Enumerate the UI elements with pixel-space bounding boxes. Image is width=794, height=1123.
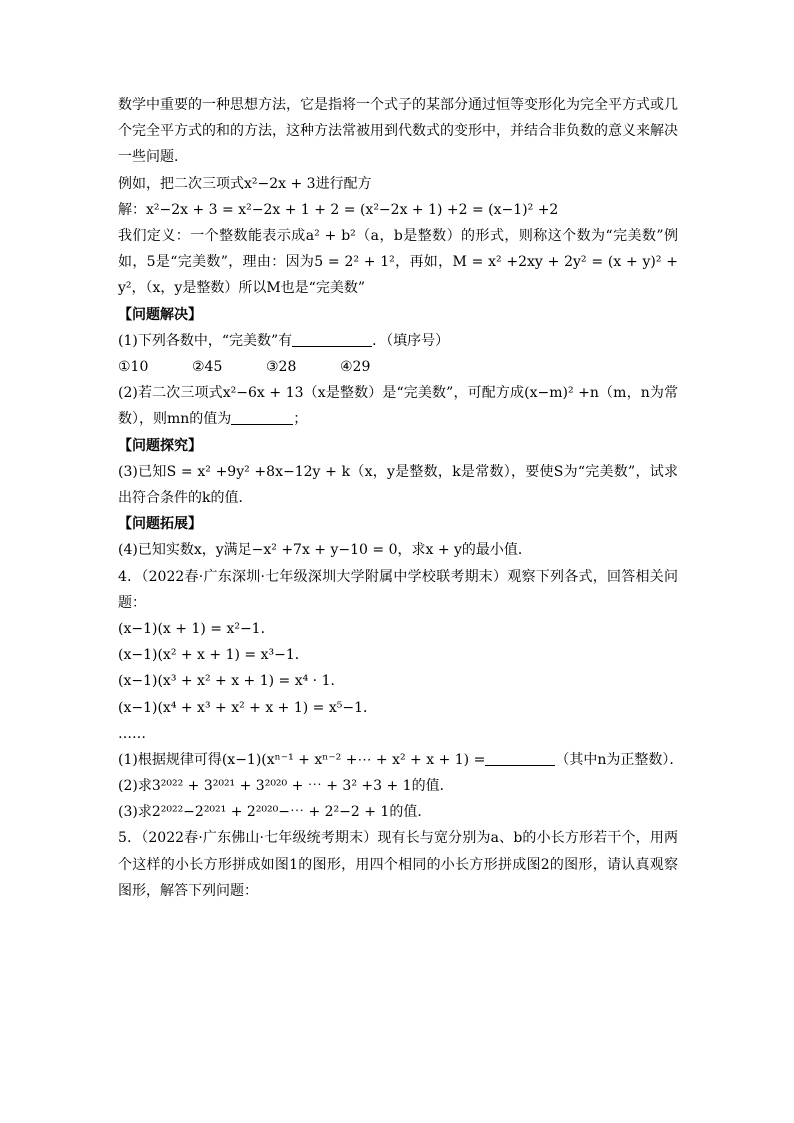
question-2 [118, 380, 678, 432]
option-3: ③28 [266, 358, 297, 375]
ellipsis: …… [118, 725, 146, 742]
problem-4-question-1-text: (1)根据规律可得(x−1)(xⁿ⁻¹ + xⁿ⁻² +⋯ + x² + x + 1) = [118, 751, 486, 768]
equation-1: (x−1)(x + 1) = x²−1． [118, 620, 275, 637]
section-heading-explore: 【问题探究】 [118, 437, 202, 454]
solution-line: 解：x²−2x + 3 = x²−2x + 1 + 2 = (x²−2x + 1) +2 = (x−1)² +2 [118, 201, 559, 218]
question-4: (4)已知实数x，y满足−x² +7x + y−10 = 0，求x + y的最小值． [118, 542, 532, 559]
equation-3: (x−1)(x³ + x² + x + 1) = x⁴ · 1． [118, 673, 345, 690]
intro-paragraph: 数学中重要的一种思想方法，它是指将一个式子的某部分通过恒等变形化为完全平方式或几个完全平方式的和的方法，这种方法常被用到代数式的变形中，并结合非负数的意义来解决一些问题． [118, 97, 678, 166]
equation-2: (x−1)(x² + x + 1) = x³−1． [118, 647, 309, 664]
problem-4-question-1-tail: （其中n为正整数）． [555, 751, 684, 768]
option-1: ①10 [118, 358, 149, 375]
options-row [118, 354, 678, 380]
answer-blank[interactable] [292, 332, 372, 347]
section-heading-solve: 【问题解决】 [118, 306, 202, 323]
document-page [118, 92, 684, 904]
example-line: 例如，把二次三项式x²−2x + 3进行配方 [118, 175, 372, 192]
problem-4-title: 4．（2022春·广东深圳·七年级深圳大学附属中学校联考期末）观察下列各式，回答相关问题： [118, 568, 678, 611]
question-1-tail: ．（填序号） [372, 332, 450, 349]
question-1-text: (1)下列各数中，“完美数”有 [118, 332, 293, 349]
equation-4: (x−1)(x⁴ + x³ + x² + x + 1) = x⁵−1． [118, 699, 378, 716]
answer-blank[interactable] [485, 751, 555, 766]
answer-blank[interactable] [231, 410, 293, 425]
definition-paragraph: 我们定义：一个整数能表示成a² + b²（a，b是整数）的形式，则称这个数为“完美数”例如，5是“完美数”，理由：因为5 = 2² + 1²，再如，M = x² +2xy + 2y² = (x + y)² + y²，（x，y是整数）所以M也是“完美数” [118, 227, 678, 297]
question-2-text: (2)若二次三项式x²−6x + 13（x是整数）是“完美数”，可配方成(x−m)² +n（m，n为常数），则mn的值为 [118, 385, 678, 428]
problem-4-question-2: (2)求3²⁰²² + 3²⁰²¹ + 3²⁰²⁰ + ⋯ + 3² +3 + 1的值． [118, 778, 454, 795]
section-heading-extend: 【问题拓展】 [118, 516, 202, 533]
problem-4-question-1 [118, 747, 684, 773]
problem-4-question-3: (3)求2²⁰²²−2²⁰²¹ + 2²⁰²⁰−⋯ + 2²−2 + 1的值． [118, 804, 432, 821]
question-2-tail: ； [293, 411, 308, 428]
question-1 [118, 328, 678, 354]
question-3: (3)已知S = x² +9y² +8x−12y + k（x，y是整数，k是常数），要使S为“完美数”，试求出符合条件的k的值． [118, 463, 678, 506]
option-4: ④29 [340, 358, 371, 375]
problem-5-text: 5．（2022春·广东佛山·七年级统考期末）现有长与宽分别为a、b的小长方形若干个，用两个这样的小长方形拼成如图1的图形，用四个相同的小长方形拼成图2的图形，请认真观察图形，解答下列问题： [118, 830, 678, 899]
option-2: ②45 [192, 358, 223, 375]
